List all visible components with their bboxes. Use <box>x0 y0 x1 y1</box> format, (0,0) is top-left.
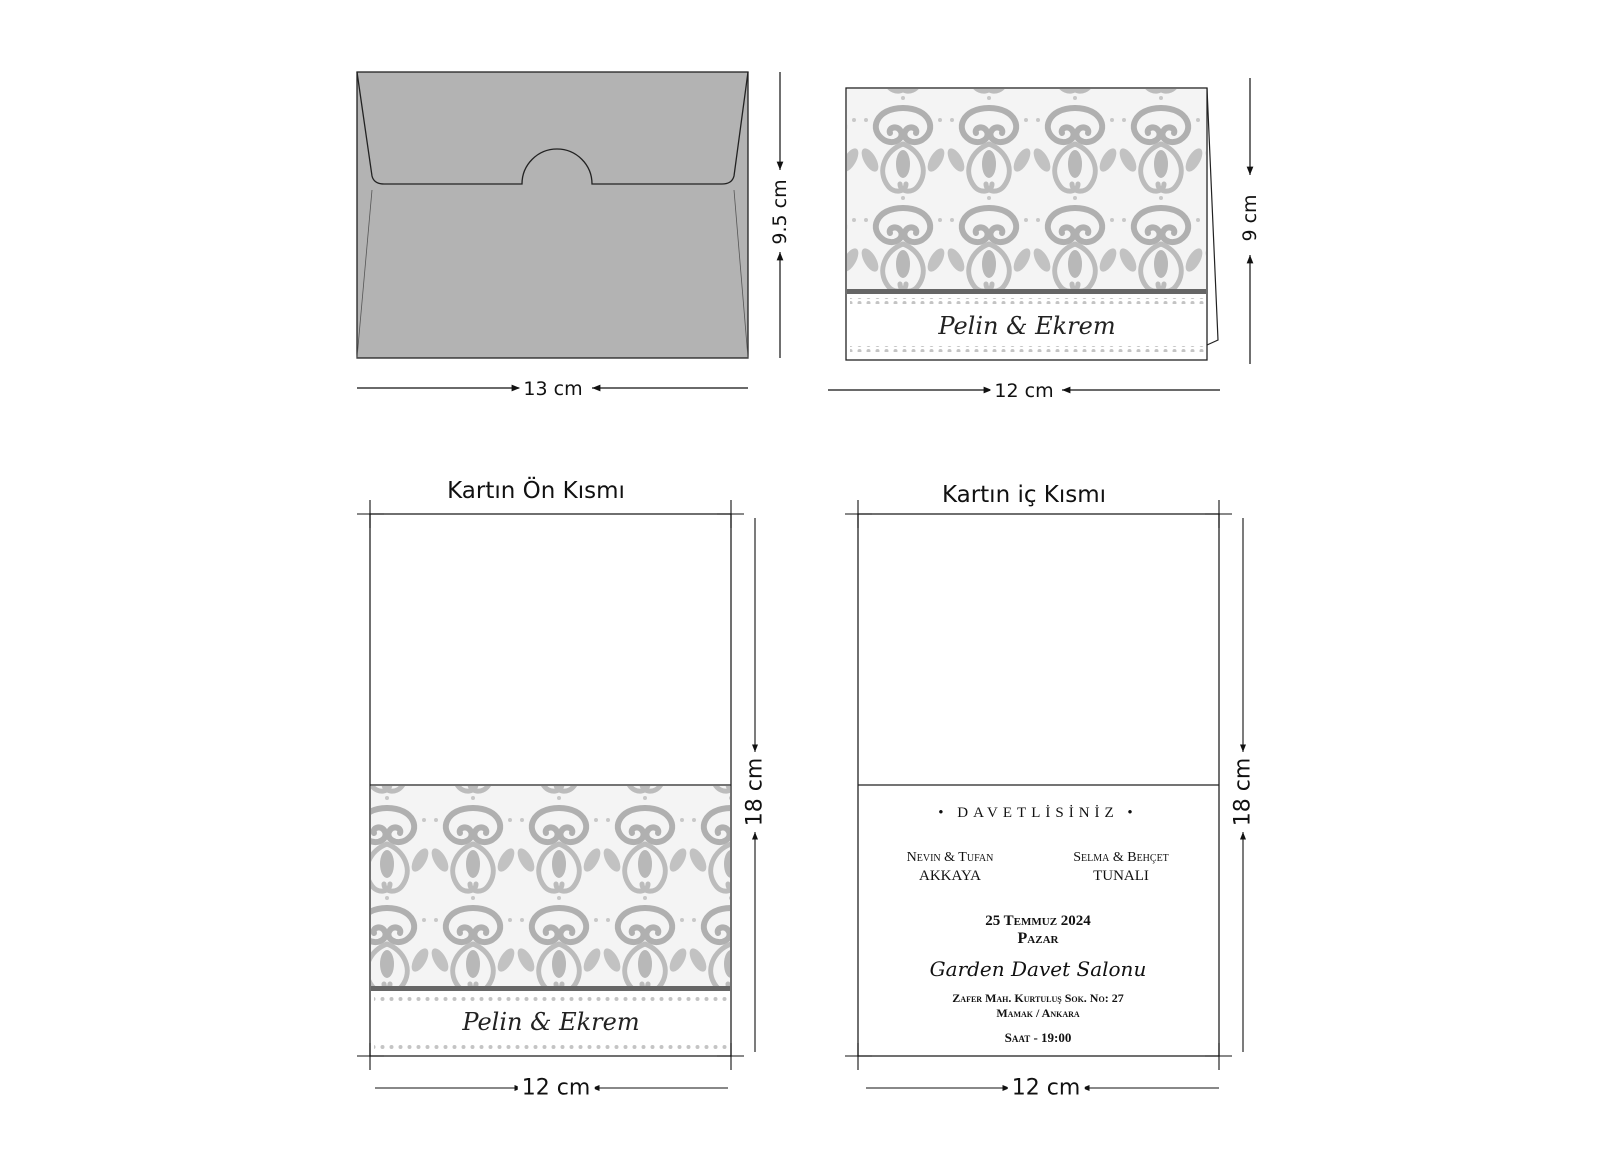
envelope <box>357 72 748 358</box>
family-left-first-names: Nevin & Tufan <box>906 850 994 865</box>
folded-card-width-label: 12 cm <box>990 380 1057 402</box>
front-card-names: Pelin & Ekrem <box>462 1008 640 1036</box>
folded-card-names: Pelin & Ekrem <box>938 312 1116 340</box>
invitation-heading: • DAVETLİSİNİZ • <box>938 805 1138 821</box>
envelope-width-label: 13 cm <box>519 378 586 400</box>
inner-height-label: 18 cm <box>1231 754 1256 831</box>
inner-side-title: Kartın iç Kısmı <box>941 482 1107 508</box>
venue-name: Garden Davet Salonu <box>929 957 1147 981</box>
front-card <box>370 514 731 1056</box>
address-line-2: Mamak / Ankara <box>996 1006 1080 1020</box>
front-height-label: 18 cm <box>743 754 768 831</box>
folded-card-height-label: 9 cm <box>1239 190 1261 245</box>
front-width-label: 12 cm <box>518 1076 595 1101</box>
family-right-first-names: Selma & Behçet <box>1073 850 1169 865</box>
event-day: Pazar <box>1017 930 1059 947</box>
inner-width-label: 12 cm <box>1008 1076 1085 1101</box>
event-date: 25 Temmuz 2024 <box>985 913 1091 929</box>
envelope-height-label: 9.5 cm <box>769 175 791 248</box>
event-time: Saat - 19:00 <box>1004 1030 1072 1045</box>
front-side-title: Kartın Ön Kısmı <box>447 478 625 504</box>
family-right-surname: TUNALI <box>1093 868 1149 884</box>
address-line-1: Zafer Mah. Kurtuluş Sok. No: 27 <box>952 991 1124 1005</box>
family-left-surname: AKKAYA <box>919 868 981 884</box>
